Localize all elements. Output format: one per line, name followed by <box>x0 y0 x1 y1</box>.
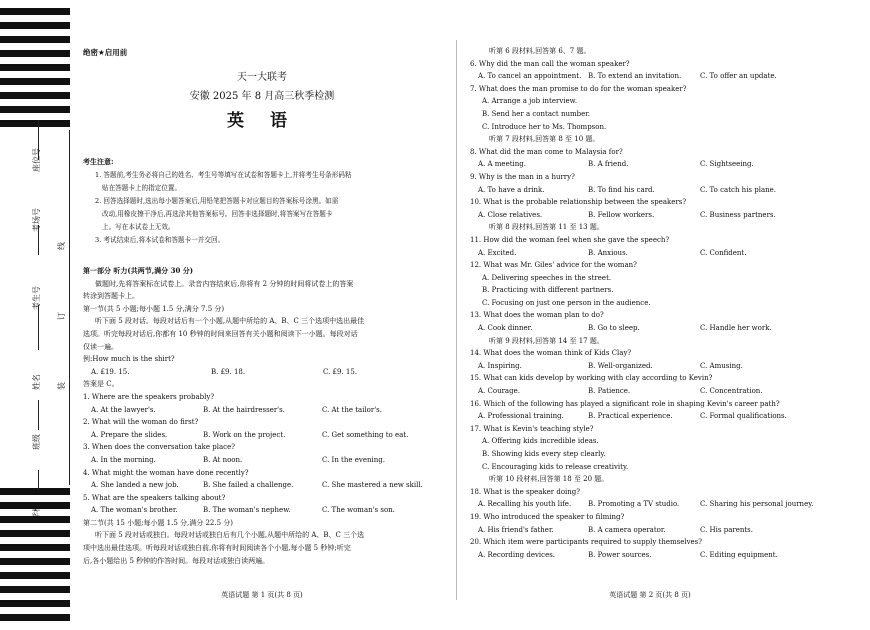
option: A. Cook dinner. <box>478 324 533 333</box>
question: 17. What is Kevin's teaching style? <box>470 424 594 433</box>
class-label: 班级 <box>32 434 41 450</box>
option: B. A camera operator. <box>588 525 666 534</box>
option: A. Prepare the slides. <box>91 430 168 439</box>
option: B. Patience. <box>588 387 631 396</box>
instruction-line: 选项。听完每段对话后,你都有 10 秒钟的时间来回答有关小题和阅读下一小题。每段对话 <box>83 329 358 338</box>
material-heading: 听第 9 段材料,回答第 14 至 17 题。 <box>489 336 604 345</box>
option: C. Sharing his personal journey. <box>700 500 814 509</box>
option: B. To find his card. <box>588 185 655 194</box>
option: B. Well-organized. <box>588 361 653 370</box>
option: C. Formal qualifications. <box>700 412 787 421</box>
question: 15. What can kids develop by working with clay according to Kevin? <box>470 374 713 383</box>
question-options <box>83 404 441 417</box>
option: A. To cancel an appointment. <box>478 72 582 81</box>
question-options <box>470 70 830 83</box>
instruction-line: 后,各小题给出 5 秒钟的作答时间。每段对话或独白读两遍。 <box>83 556 270 565</box>
option: A. The woman's brother. <box>91 506 178 515</box>
binding-line <box>69 130 70 485</box>
part-title: 第一部分 听力(共两节,满分 30 分) <box>83 266 194 275</box>
option: A. Recalling his youth life. <box>478 500 572 509</box>
question-options <box>83 454 441 467</box>
option: A. Courage. <box>478 387 520 396</box>
question: 18. What is the speaker doing? <box>470 487 581 496</box>
option: C. Amusing. <box>700 361 743 370</box>
question: 5. What are the speakers talking about? <box>83 493 226 502</box>
notes-line: 2. 回答选择题时,选出每小题答案后,用铅笔把答题卡对应题目的答案标号涂黑。如需 <box>95 196 339 205</box>
option: B. Showing kids every step clearly. <box>482 450 606 458</box>
page-footer: 英语试题 第 1 页(共 8 页) <box>221 591 303 599</box>
question: 13. What does the woman plan to do? <box>470 311 604 320</box>
field-line <box>38 470 39 490</box>
option: B. Go to sleep. <box>588 324 640 333</box>
option: A. In the morning. <box>91 455 156 464</box>
notes-block <box>83 156 441 247</box>
question-options <box>470 524 830 537</box>
option: C. £9. 15. <box>323 367 358 376</box>
option: A. Recording devices. <box>478 550 556 559</box>
question-options <box>83 429 441 442</box>
option: B. At the hairdresser's. <box>203 405 285 414</box>
subject-title: 英 语 <box>227 111 297 131</box>
cut-mark-bind: 装 <box>57 382 66 390</box>
option: A. She landed a new job. <box>91 481 179 490</box>
option: B. A friend. <box>588 160 629 169</box>
option: B. Send her a contact number. <box>482 109 591 118</box>
seat-number-label: 座位号 <box>32 148 41 172</box>
part-1 <box>83 265 441 567</box>
question: 4. What might the woman have done recently? <box>83 468 249 477</box>
instruction-line: 听下面 5 段对话或独白。每段对话或独白后有几个小题,从题中所给的 A、B、C 三个选 <box>95 531 365 540</box>
example-options <box>83 366 441 379</box>
exam-room-label: 考场号 <box>32 208 41 232</box>
option: A. Arrange a job interview. <box>482 97 578 106</box>
option: A. Delivering speeches in the street. <box>482 273 612 282</box>
cut-mark-line: 线 <box>57 242 66 250</box>
option: C. In the evening. <box>322 455 385 464</box>
question: 10. What is the probable relationship between the speakers? <box>470 198 687 207</box>
question: 12. What was Mr. Giles' advice for the woman? <box>470 261 637 270</box>
instruction-line: 做题时,先将答案标在试卷上。录音内容结束后,你将有 2 分钟的时间将试卷上的答案 <box>95 279 354 288</box>
question: 11. How did the woman feel when she gave the speech? <box>470 235 670 244</box>
option: C. To catch his plane. <box>700 185 777 194</box>
school-label: 学校 <box>32 504 41 520</box>
option: A. Professional training. <box>478 412 564 421</box>
option: A. To have a drink. <box>478 185 545 194</box>
option: C. Sightseeing. <box>700 160 754 169</box>
option: A. £19. 15. <box>91 367 130 376</box>
question: 7. What does the man promise to do for the woman speaker? <box>470 84 687 93</box>
option: A. A meeting. <box>478 160 526 169</box>
option: B. Promoting a TV studio. <box>588 500 680 509</box>
confidential-label: 绝密★启用前 <box>83 48 128 57</box>
option: B. She failed a challenge. <box>203 481 294 490</box>
question: 16. Which of the following has played a significant role in shaping Kevin's career path? <box>470 399 780 408</box>
question: 1. Where are the speakers probably? <box>83 392 215 401</box>
option: A. At the lawyer's. <box>91 405 156 414</box>
binding-margin <box>0 0 80 630</box>
option: B. Practical experience. <box>588 412 673 421</box>
option: C. Focusing on just one person in the audience. <box>482 298 651 307</box>
field-line <box>38 305 39 350</box>
option: A. Excited. <box>478 248 517 257</box>
option: C. To offer an update. <box>700 72 777 81</box>
example-answer: 答案是 C。 <box>83 380 119 389</box>
page-divider <box>456 40 457 600</box>
option: B. Fellow workers. <box>588 210 655 219</box>
question-options <box>83 504 441 517</box>
question-options <box>470 360 830 373</box>
option: C. Handle her work. <box>700 324 772 333</box>
option: A. Close relatives. <box>478 210 543 219</box>
option: C. At the tailor's. <box>322 405 382 414</box>
option: A. His friend's father. <box>478 525 554 534</box>
candidate-number-label: 考生号 <box>32 286 41 310</box>
option: C. Encouraging kids to release creativity. <box>482 462 629 471</box>
page-1 <box>83 0 441 630</box>
question: 2. What will the woman do first? <box>83 418 199 427</box>
page-2 <box>470 0 830 630</box>
option: B. The woman's nephew. <box>203 506 291 515</box>
page-footer: 英语试题 第 2 页(共 8 页) <box>609 591 691 599</box>
question: 19. Who introduced the speaker to filming? <box>470 512 625 521</box>
option: A. Inspiring. <box>478 361 522 370</box>
material-heading: 听第 8 段材料,回答第 11 至 13 题。 <box>489 223 604 232</box>
option: B. Practicing with different partners. <box>482 286 614 295</box>
notes-line: 贴在答题卡上的指定位置。 <box>102 183 182 192</box>
question: 6. Why did the man call the woman speaker? <box>470 59 630 68</box>
question-options <box>470 549 830 562</box>
notes-line: 上。写在本试卷上无效。 <box>102 222 175 231</box>
field-line <box>38 400 39 430</box>
section-title: 第二节(共 15 小题;每小题 1.5 分,满分 22.5 分) <box>83 518 234 527</box>
option: C. Introduce her to Ms. Thompson. <box>482 122 607 131</box>
instruction-line: 转涂到答题卡上。 <box>83 292 139 301</box>
option: C. Editing equipment. <box>700 550 778 559</box>
option: C. Business partners. <box>700 210 776 219</box>
example-question: 例:How much is the shirt? <box>83 355 175 364</box>
question-options <box>470 410 830 423</box>
material-heading: 听第 7 段材料,回答第 8 至 10 题。 <box>489 135 600 144</box>
cut-mark-staple: 订 <box>57 312 66 320</box>
section-title: 第一节(共 5 小题;每小题 1.5 分,满分 7.5 分) <box>83 304 225 313</box>
option: B. Anxious. <box>588 248 628 257</box>
notes-line: 改动,用橡皮擦干净后,再选涂其他答案标号。回答非选择题时,将答案写在答题卡 <box>102 209 333 218</box>
option: B. Power sources. <box>588 550 652 559</box>
notes-line: 1. 答题前,考生务必将自己的姓名、考生号等填写在试卷和答题卡上,并将考生号条形码粘 <box>95 170 352 179</box>
option: C. Confident. <box>700 248 747 257</box>
part-1-continued <box>470 45 830 561</box>
question: 14. What does the woman think of Kids Clay? <box>470 349 632 358</box>
option: B. At noon. <box>203 455 243 464</box>
option: C. The woman's son. <box>322 506 395 515</box>
option: B. £9. 18. <box>211 367 246 376</box>
instruction-line: 仅读一遍。 <box>83 342 118 351</box>
option: C. Concentration. <box>700 387 763 396</box>
name-label: 姓名 <box>32 374 41 390</box>
question: 3. When does the conversation take place? <box>83 443 235 452</box>
question: 20. Which item were participants required to supply themselves? <box>470 538 703 547</box>
option: C. Get something to eat. <box>322 430 409 439</box>
material-heading: 听第 6 段材料,回答第 6、7 题。 <box>489 47 591 55</box>
instruction-line: 项中选出最佳选项。听每段对话或独白前,你将有时间阅读各个小题,每小题 5 秒钟;听完 <box>83 544 351 553</box>
option: C. His parents. <box>700 525 753 534</box>
option: B. Work on the project. <box>203 430 286 439</box>
question-options <box>470 158 830 171</box>
option: B. To extend an invitation. <box>588 72 682 81</box>
question-options <box>470 322 830 335</box>
question-options <box>470 209 830 222</box>
question-options <box>470 385 830 398</box>
exam-subtitle: 安徽 2025 年 8 月高三秋季检测 <box>189 91 335 102</box>
question-options <box>470 184 830 197</box>
exam-name: 天一大联考 <box>237 72 287 83</box>
notes-title: 考生注意: <box>83 157 114 166</box>
material-heading: 听第 10 段材料,回答第 18 至 20 题。 <box>489 475 609 484</box>
instruction-line: 听下面 5 段对话。每段对话后有一个小题,从题中所给的 A、B、C 三个选项中选出最佳 <box>95 317 365 326</box>
question-options <box>470 498 830 511</box>
question: 8. What did the man come to Malaysia for? <box>470 147 623 156</box>
question: 9. Why is the man in a hurry? <box>470 172 575 181</box>
question-options <box>470 247 830 260</box>
question-options <box>83 479 441 492</box>
option: A. Offering kids incredible ideas. <box>482 437 599 446</box>
notes-line: 3. 考试结束后,将本试卷和答题卡一并交回。 <box>95 235 225 244</box>
option: C. She mastered a new skill. <box>322 481 423 490</box>
